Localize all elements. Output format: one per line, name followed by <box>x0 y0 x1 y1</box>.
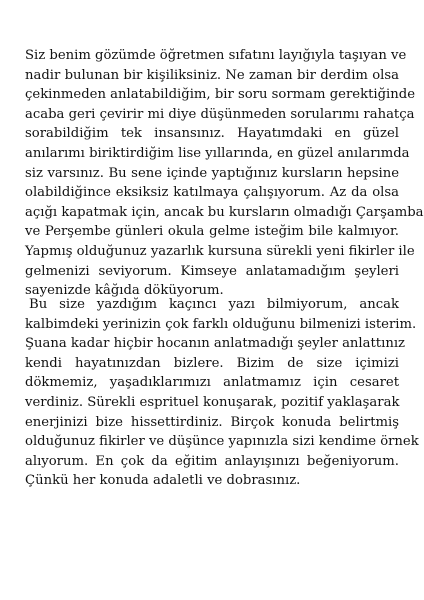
text-line: nadir bulunan bir kişiliksiniz. Ne zaman bir derdim olsa <box>25 67 399 83</box>
text-line: acaba geri çevirir mi diye düşünmeden sorularımı rahatça <box>25 106 415 122</box>
text-line: dökmemiz, yaşadıklarımızı anlatmamız için cesaret <box>25 375 399 391</box>
text-line: kendi hayatınızdan bizlere. Bizim de size içimizi <box>25 355 399 371</box>
text-line: alıyorum. En çok da eğitim anlayışınızı beğeniyorum. <box>25 453 399 469</box>
text-line: siz varsınız. Bu sene içinde yaptığınız kursların hepsine <box>25 165 399 181</box>
text-line: enerjinizi bize hissettirdiniz. Birçok konuda belirtmiş <box>25 414 399 430</box>
text-line: Yapmış olduğunuz yazarlık kursuna sürekli yeni fikirler ile <box>25 243 415 259</box>
text-line: gelmenizi seviyorum. Kimseye anlatamadığım şeyleri <box>25 263 399 279</box>
text-line: Siz benim gözümde öğretmen sıfatını layığıyla taşıyan ve <box>25 48 407 63</box>
text-line: açığı kapatmak için, ancak bu kursların olmadığı Çarşamba <box>25 204 424 220</box>
text-line: Bu size yazdığım kaçıncı yazı bilmiyorum, ancak <box>29 297 399 312</box>
text-line: sorabildiğim tek insansınız. Hayatımdaki en güzel <box>25 126 399 142</box>
text-line: sayenizde kâğıda döküyorum. <box>25 283 224 299</box>
text-line: olabildiğince eksiksiz katılmaya çalışıyorum. Az da olsa <box>25 185 399 201</box>
text-line: olduğunuz fikirler ve düşünce yapınızla sizi kendime örnek <box>25 434 419 450</box>
text-line: çekinmeden anlatabildiğim, bir soru sormam gerektiğinde <box>25 87 416 103</box>
text-line: kalbimdeki yerinizin çok farklı olduğunu bilmenizi isterim. <box>25 316 417 332</box>
text-line: verdiniz. Sürekli esprituel konuşarak, pozitif yaklaşarak <box>25 394 400 410</box>
text-line: ve Perşembe günleri okula gelme isteğim bile kalmıyor. <box>25 224 399 240</box>
paragraph-2 <box>25 295 419 491</box>
text-line: Şuana kadar hiçbir hocanın anlatmadığı şeyler anlattınız <box>25 336 405 352</box>
text-line: Çünkü her konuda adaletli ve dobrasınız. <box>25 473 301 489</box>
paragraph-1 <box>25 46 424 301</box>
text-line: anılarımı biriktirdiğim lise yıllarında, en güzel anılarımda <box>25 145 410 161</box>
